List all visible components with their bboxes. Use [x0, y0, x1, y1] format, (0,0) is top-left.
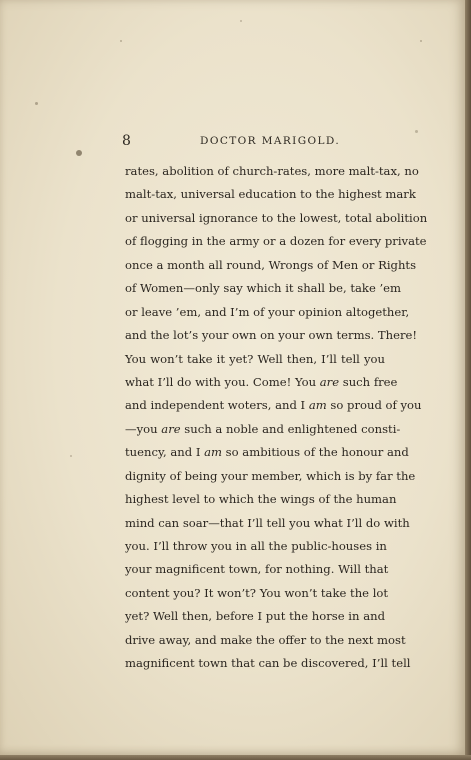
text-run: magnificent town that can be discovered, I’ll tell	[125, 656, 411, 671]
text-run: or leave ’em, and I’m of your opinion altogether,	[125, 304, 410, 319]
running-head: DOCTOR MARIGOLD.	[200, 135, 341, 147]
text-run: of flogging in the army or a dozen for every private	[125, 234, 427, 249]
text-run: highest level to which the wings of the human	[125, 492, 397, 507]
text-line	[125, 183, 416, 206]
text-run: drive away, and make the offer to the next most	[125, 632, 406, 647]
text-line	[125, 160, 419, 183]
page-edge-bottom	[0, 755, 471, 760]
text-run: You won’t take it yet? Well then, I’ll tell you	[125, 351, 385, 366]
text-line	[125, 301, 410, 324]
page-number: 8	[122, 133, 131, 149]
text-run: content you? It won’t? You won’t take the lot	[125, 585, 389, 600]
text-run: so ambitious of the honour and	[221, 445, 409, 460]
text-run: of Women—only say which it shall be, take ’em	[125, 281, 402, 296]
text-line	[125, 512, 410, 535]
text-run: yet? Well then, before I put the horse in and	[125, 609, 385, 624]
text-run: rates, abolition of church-rates, more malt-tax, no	[125, 164, 419, 178]
text-line	[125, 207, 428, 230]
paper-speck	[70, 455, 72, 457]
text-line	[125, 324, 418, 347]
text-line	[125, 394, 422, 417]
paper-speck	[240, 20, 242, 22]
body-text	[125, 160, 428, 676]
page-header	[122, 133, 384, 151]
paper-speck	[120, 40, 122, 42]
text-line	[125, 652, 411, 675]
emphasis-run: am	[308, 398, 327, 413]
text-run: such free	[339, 374, 398, 389]
text-run: and independent woters, and I	[125, 398, 309, 413]
text-line	[125, 535, 385, 558]
text-run: or universal ignorance to the lowest, total abolition	[125, 210, 428, 225]
text-run: your magnificent town, for nothing. Will that	[125, 562, 389, 577]
text-run: dignity of being your member, which is by far the	[125, 468, 416, 483]
paper-speck	[35, 102, 38, 105]
paper-speck	[76, 150, 82, 156]
text-run: what I’ll do with you. Come! You	[125, 374, 320, 389]
emphasis-run: am	[204, 445, 222, 460]
text-line	[125, 465, 416, 488]
text-line	[125, 582, 389, 605]
text-line	[125, 558, 389, 581]
text-run: you. I’ll throw you in all the public-houses in	[125, 539, 387, 553]
text-line	[125, 629, 406, 652]
text-line	[125, 230, 427, 253]
text-run: once a month all round, Wrongs of Men or Rights	[125, 257, 417, 272]
page-edge-right	[465, 0, 471, 760]
text-line	[125, 418, 401, 441]
emphasis-run: are	[161, 421, 181, 436]
text-run: —you	[125, 421, 162, 436]
paper-speck	[420, 40, 422, 42]
text-line	[125, 488, 397, 511]
text-line	[125, 371, 398, 394]
text-line	[125, 348, 385, 371]
text-line	[125, 441, 409, 464]
text-line	[125, 277, 402, 300]
text-run: tuency, and I	[125, 445, 205, 460]
text-run: so proud of you	[326, 398, 422, 413]
text-run: and the lot’s your own on your own terms. There!	[125, 328, 418, 343]
text-line	[125, 254, 417, 277]
text-line	[125, 605, 385, 628]
text-run: such a noble and enlightened consti-	[180, 421, 401, 436]
text-run: mind can soar—that I’ll tell you what I’ll do with	[125, 515, 410, 530]
text-run: malt-tax, universal education to the highest mark	[125, 187, 416, 202]
emphasis-run: are	[319, 374, 340, 389]
paper-speck	[415, 130, 418, 133]
